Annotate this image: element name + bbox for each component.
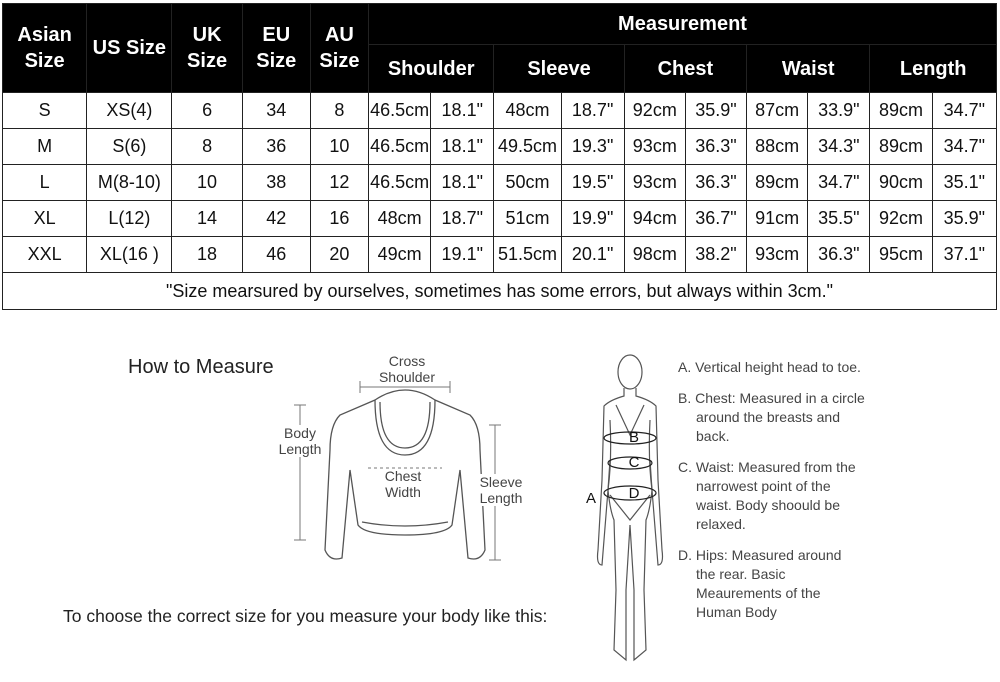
- cell-le-in: 34.7": [932, 129, 996, 165]
- cell-uk: 8: [172, 129, 242, 165]
- cell-au: 12: [310, 165, 368, 201]
- cell-us: XS(4): [87, 93, 172, 129]
- cell-ch-cm: 94cm: [624, 201, 685, 237]
- table-row: [3, 237, 997, 273]
- body-length-label: Body Length: [272, 425, 328, 457]
- cell-asian: L: [3, 165, 87, 201]
- note-d: D. Hips: Measured around the rear. Basic Meaurements of the Human Body: [678, 547, 842, 620]
- table-row: [3, 201, 997, 237]
- table-row: [3, 93, 997, 129]
- cell-ch-cm: 98cm: [624, 237, 685, 273]
- note-c: C. Waist: Measured from the narrowest point of the waist. Body shoould be relaxed.: [678, 459, 856, 532]
- cell-sl-cm: 51cm: [494, 201, 561, 237]
- table-row: [3, 129, 997, 165]
- length-header: Length: [870, 45, 997, 93]
- cell-wa-in: 33.9": [808, 93, 870, 129]
- cell-sh-cm: 46.5cm: [369, 93, 431, 129]
- size-chart-table: [2, 3, 997, 310]
- cell-le-in: 37.1": [932, 237, 996, 273]
- cell-uk: 18: [172, 237, 242, 273]
- cell-wa-cm: 89cm: [747, 165, 808, 201]
- cell-au: 8: [310, 93, 368, 129]
- cell-ch-in: 38.2": [685, 237, 746, 273]
- cell-le-in: 35.1": [932, 165, 996, 201]
- measurement-note: "Size mearsured by ourselves, sometimes has some errors, but always within 3cm.": [3, 273, 997, 310]
- cell-sh-cm: 46.5cm: [369, 165, 431, 201]
- uk-size-header: UK Size: [172, 4, 242, 93]
- cell-uk: 10: [172, 165, 242, 201]
- cell-eu: 36: [242, 129, 310, 165]
- au-size-header: AU Size: [310, 4, 368, 93]
- cell-sl-in: 20.1": [561, 237, 624, 273]
- chest-width-label: Chest Width: [384, 468, 422, 500]
- cell-asian: S: [3, 93, 87, 129]
- cell-asian: XL: [3, 201, 87, 237]
- cell-sh-cm: 49cm: [369, 237, 431, 273]
- cell-sl-cm: 50cm: [494, 165, 561, 201]
- cell-au: 16: [310, 201, 368, 237]
- cell-ch-cm: 93cm: [624, 129, 685, 165]
- cell-sh-in: 18.7": [431, 201, 494, 237]
- marker-b: B: [628, 429, 639, 446]
- sleeve-length-label: Sleeve Length: [474, 474, 528, 506]
- cell-asian: M: [3, 129, 87, 165]
- marker-d: D: [628, 485, 640, 502]
- choose-size-instruction: To choose the correct size for you measure your body like this:: [63, 606, 548, 626]
- cell-wa-in: 35.5": [808, 201, 870, 237]
- cell-sh-in: 19.1": [431, 237, 494, 273]
- cell-sl-in: 19.9": [561, 201, 624, 237]
- shoulder-header: Shoulder: [369, 45, 494, 93]
- cell-sh-in: 18.1": [431, 165, 494, 201]
- cell-wa-cm: 91cm: [747, 201, 808, 237]
- cell-wa-in: 34.3": [808, 129, 870, 165]
- table-row: [3, 165, 997, 201]
- cell-wa-in: 36.3": [808, 237, 870, 273]
- cell-le-in: 35.9": [932, 201, 996, 237]
- cell-us: XL(16 ): [87, 237, 172, 273]
- cell-wa-in: 34.7": [808, 165, 870, 201]
- cell-sh-cm: 46.5cm: [369, 129, 431, 165]
- cell-uk: 6: [172, 93, 242, 129]
- cell-sl-in: 18.7": [561, 93, 624, 129]
- cell-sh-in: 18.1": [431, 129, 494, 165]
- cell-ch-cm: 92cm: [624, 93, 685, 129]
- note-a: A. Vertical height head to toe.: [678, 359, 861, 375]
- cell-sl-cm: 49.5cm: [494, 129, 561, 165]
- how-to-measure-title: How to Measure: [128, 356, 274, 378]
- note-b: B. Chest: Measured in a circle around the breasts and back.: [678, 390, 865, 444]
- cell-us: M(8-10): [87, 165, 172, 201]
- cell-ch-cm: 93cm: [624, 165, 685, 201]
- cell-ch-in: 35.9": [685, 93, 746, 129]
- cell-uk: 14: [172, 201, 242, 237]
- cell-wa-cm: 88cm: [747, 129, 808, 165]
- sleeve-header: Sleeve: [494, 45, 624, 93]
- cell-us: L(12): [87, 201, 172, 237]
- cell-sl-in: 19.3": [561, 129, 624, 165]
- cell-sl-in: 19.5": [561, 165, 624, 201]
- measurement-header: Measurement: [369, 4, 997, 45]
- cross-shoulder-label: Cross Shoulder: [378, 353, 436, 385]
- cell-ch-in: 36.7": [685, 201, 746, 237]
- cell-asian: XXL: [3, 237, 87, 273]
- eu-size-header: EU Size: [242, 4, 310, 93]
- body-figure-diagram: [580, 350, 670, 670]
- cell-le-cm: 89cm: [870, 93, 932, 129]
- cell-le-cm: 89cm: [870, 129, 932, 165]
- cell-wa-cm: 87cm: [747, 93, 808, 129]
- watermark-logo: [4, 3, 11, 35]
- cell-eu: 34: [242, 93, 310, 129]
- asian-size-header: Asian Size: [3, 4, 87, 93]
- cell-le-cm: 92cm: [870, 201, 932, 237]
- marker-a: A: [585, 490, 596, 507]
- us-size-header: US Size: [87, 4, 172, 93]
- chest-header: Chest: [624, 45, 746, 93]
- cell-ch-in: 36.3": [685, 129, 746, 165]
- cell-le-in: 34.7": [932, 93, 996, 129]
- waist-header: Waist: [747, 45, 870, 93]
- cell-le-cm: 95cm: [870, 237, 932, 273]
- cell-sl-cm: 51.5cm: [494, 237, 561, 273]
- cell-sl-cm: 48cm: [494, 93, 561, 129]
- cell-us: S(6): [87, 129, 172, 165]
- marker-c: C: [628, 454, 640, 471]
- body-measurement-notes: [678, 358, 978, 634]
- cell-eu: 46: [242, 237, 310, 273]
- cell-eu: 38: [242, 165, 310, 201]
- cell-eu: 42: [242, 201, 310, 237]
- cell-ch-in: 36.3": [685, 165, 746, 201]
- cell-au: 20: [310, 237, 368, 273]
- cell-wa-cm: 93cm: [747, 237, 808, 273]
- cell-au: 10: [310, 129, 368, 165]
- cell-sh-in: 18.1": [431, 93, 494, 129]
- cell-le-cm: 90cm: [870, 165, 932, 201]
- cell-sh-cm: 48cm: [369, 201, 431, 237]
